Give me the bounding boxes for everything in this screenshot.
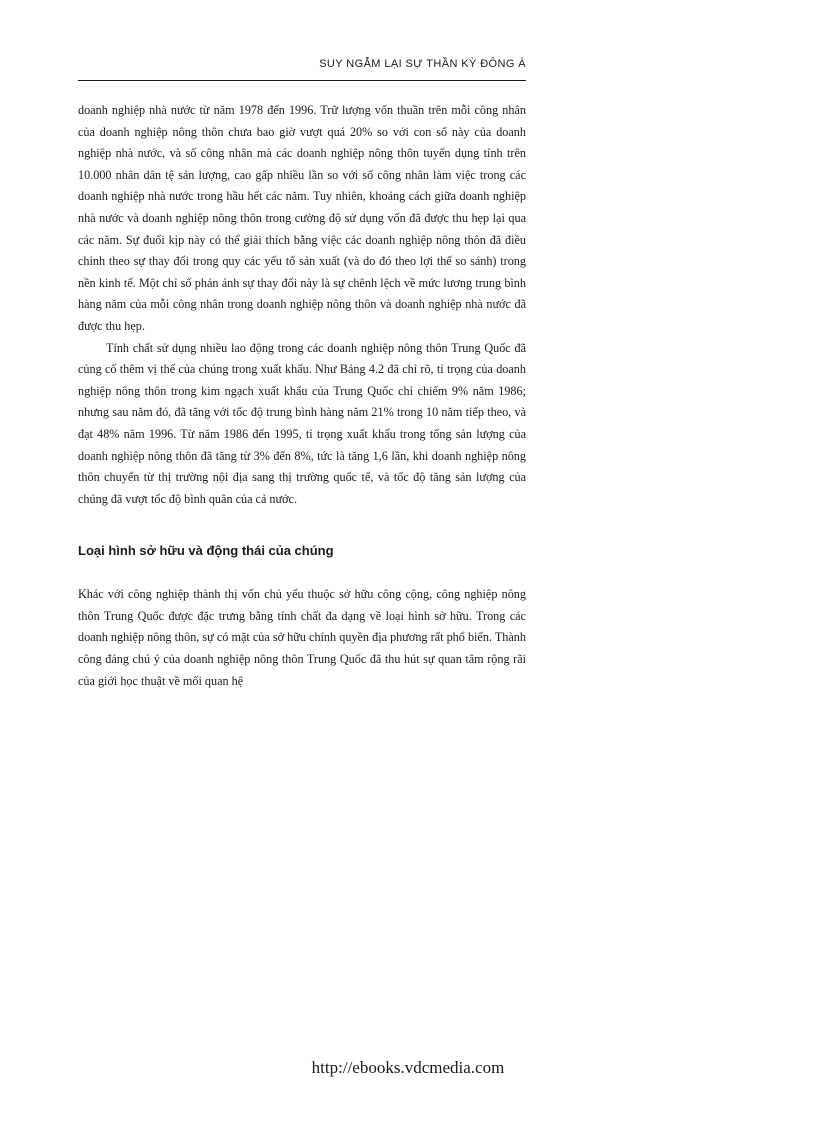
running-header: SUY NGẪM LẠI SỰ THẦN KỲ ĐÔNG Á bbox=[319, 58, 526, 70]
header-divider bbox=[78, 80, 526, 81]
section-heading: Loại hình sở hữu và động thái của chúng bbox=[78, 543, 334, 559]
body-paragraph-2: Tính chất sử dụng nhiều lao động trong các doanh nghiệp nông thôn Trung Quốc đã củng cố thêm vị thế của chúng trong xuất khẩu. Như Bảng 4.2 đã chỉ rõ, tỉ trọng của doanh nghiệp nông thôn trong kim ngạch xuất khẩu của Trung Quốc chỉ chiếm 9% năm 1986; nhưng sau năm đó, đã tăng với tốc độ trung bình hàng năm 21% trong 10 năm tiếp theo, và đạt 48% năm 1996. Từ năm 1986 đến 1995, tỉ trọng xuất khẩu trong tổng sản lượng của doanh nghiệp nông thôn đã tăng từ 3% đến 8%, tức là tăng 1,6 lần, khi doanh nghiệp nông thôn chuyển từ thị trường nội địa sang thị trường quốc tế, và tốc độ tăng sản lượng của chúng đã vượt tốc độ bình quân của cả nước. bbox=[78, 340, 526, 506]
body-paragraph-3: Khác với công nghiệp thành thị vốn chủ yếu thuộc sở hữu công cộng, công nghiệp nông thôn Trung Quốc được đặc trưng bằng tính chất đa dạng về loại hình sở hữu. Trong các doanh nghiệp nông thôn, sự có mặt của sở hữu chính quyền địa phương rất phổ biến. Thành công đáng chú ý của doanh nghiệp nông thôn Trung Quốc đã thu hút sự quan tâm rộng rãi của giới học thuật về mối quan hệ bbox=[78, 587, 526, 688]
footer-url: http://ebooks.vdcmedia.com bbox=[311, 1058, 505, 1077]
body-paragraph-1: doanh nghiệp nhà nước từ năm 1978 đến 1996. Trữ lượng vốn thuần trên mỗi công nhân của doanh nghiệp nông thôn chưa bao giờ vượt quá 20% so với con số này của doanh nghiệp nhà nước, và số công nhân mà các doanh nghiệp nông thôn tuyển dụng tính trên 10.000 nhân dân tệ sản lượng, cao gấp nhiều lần so với số công nhân làm việc trong các doanh nghiệp nhà nước trong hầu hết các năm. Tuy nhiên, khoảng cách giữa doanh nghiệp nhà nước và doanh nghiệp nông thôn trong cường độ sử dụng vốn đã được thu hẹp lại qua các năm. Sự đuổi kịp này có thể giải thích bằng việc các doanh nghiệp nông thôn đã điều chỉnh theo sự thay đổi trong quy các yếu tố sản xuất (và do đó theo lợi thế so sánh) trong nền kinh tế. Một chỉ số phản ánh sự thay đổi này là sự chênh lệch về mức lương trung bình hàng năm của mỗi công nhân trong doanh nghiệp nông thôn và doanh nghiệp nhà nước đã được thu hẹp. bbox=[78, 103, 526, 333]
page-body bbox=[78, 100, 526, 692]
